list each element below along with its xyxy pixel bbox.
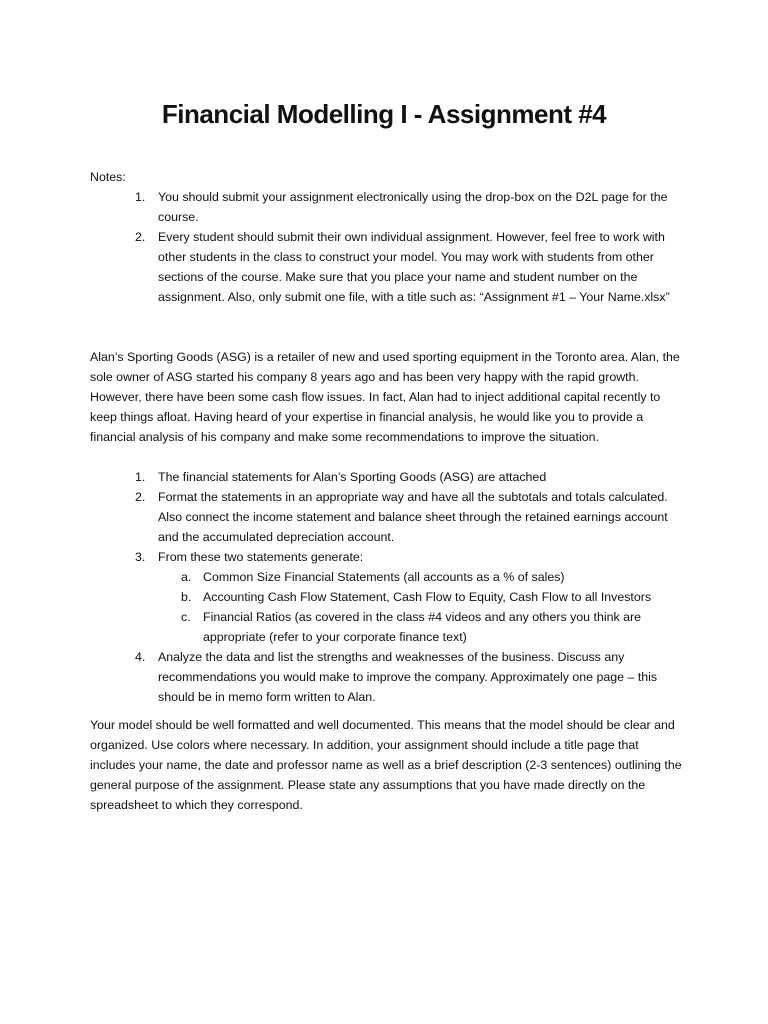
list-item — [90, 547, 682, 647]
spacer — [90, 447, 682, 467]
list-item — [90, 647, 682, 707]
list-item-number: 1. — [135, 190, 146, 204]
list-item-number: 1. — [135, 470, 146, 484]
spacer — [90, 307, 682, 327]
list-item-number: 2. — [135, 230, 146, 244]
sub-list-item — [158, 607, 682, 647]
list-item-text: From these two statements generate: — [158, 550, 364, 564]
sub-list-item-letter: a. — [181, 570, 192, 584]
sub-list-item — [158, 587, 682, 607]
list-item-number: 2. — [135, 490, 146, 504]
notes-list — [90, 187, 682, 307]
list-item-text: You should submit your assignment electronically using the drop-box on the D2L page for the course. — [158, 190, 668, 224]
subtasks-list — [158, 567, 682, 647]
list-item — [90, 487, 682, 547]
closing-paragraph: Your model should be well formatted and well documented. This means that the model should be clear and organized. Use colors where necessary. In addition, your assignment should include a title page that includes your name, the date and professor name as well as a brief description (2-3 sentences) outlining the general purpose of the assignment. Please state any assumptions that you have made directly on the spreadsheet to which they correspond. — [90, 718, 682, 812]
spacer — [90, 327, 682, 347]
intro-paragraph: Alan’s Sporting Goods (ASG) is a retailer of new and used sporting equipment in the Toronto area. Alan, the sole owner of ASG started his company 8 years ago and has been very happy with the rapid growth. However, there have been some cash flow issues. In fact, Alan had to inject additional capital recently to keep things afloat. Having heard of your expertise in financial analysis, he would like you to provide a financial analysis of his company and make some recommendations to improve the situation. — [90, 350, 680, 444]
list-item — [90, 187, 682, 227]
sub-list-item — [158, 567, 682, 587]
sub-list-item-text: Common Size Financial Statements (all accounts as a % of sales) — [203, 570, 565, 584]
list-item — [90, 227, 682, 307]
list-item-text: Format the statements in an appropriate way and have all the subtotals and totals calculated. Also connect the income statement and balance sheet through the retained earnings account and the accumulated depreciation account. — [158, 490, 668, 544]
list-item-number: 4. — [135, 650, 146, 664]
list-item — [90, 467, 682, 487]
page-title: Financial Modelling I - Assignment #4 — [161, 99, 607, 129]
document-body — [90, 167, 682, 815]
sub-list-item-text: Accounting Cash Flow Statement, Cash Flow to Equity, Cash Flow to all Investors — [203, 590, 652, 604]
sub-list-item-letter: c. — [181, 610, 191, 624]
list-item-text: Analyze the data and list the strengths and weaknesses of the business. Discuss any recommendations you would make to improve the company. Approximately one page – this should be in memo form written to Alan. — [158, 650, 658, 704]
list-item-text: Every student should submit their own individual assignment. However, feel free to work with other students in the class to construct your model. You may work with students from other sections of the course. Make sure that you place your name and student number on the assignment. Also, only submit one file, with a title such as: “Assignment #1 – Your Name.xlsx” — [158, 230, 670, 304]
tasks-list — [90, 467, 682, 707]
list-item-text: The financial statements for Alan’s Sporting Goods (ASG) are attached — [158, 470, 547, 484]
notes-label: Notes: — [90, 170, 126, 184]
list-item-number: 3. — [135, 550, 146, 564]
sub-list-item-letter: b. — [181, 590, 192, 604]
sub-list-item-text: Financial Ratios (as covered in the class #4 videos and any others you think are appropriate (refer to your corporate finance text) — [203, 610, 642, 644]
